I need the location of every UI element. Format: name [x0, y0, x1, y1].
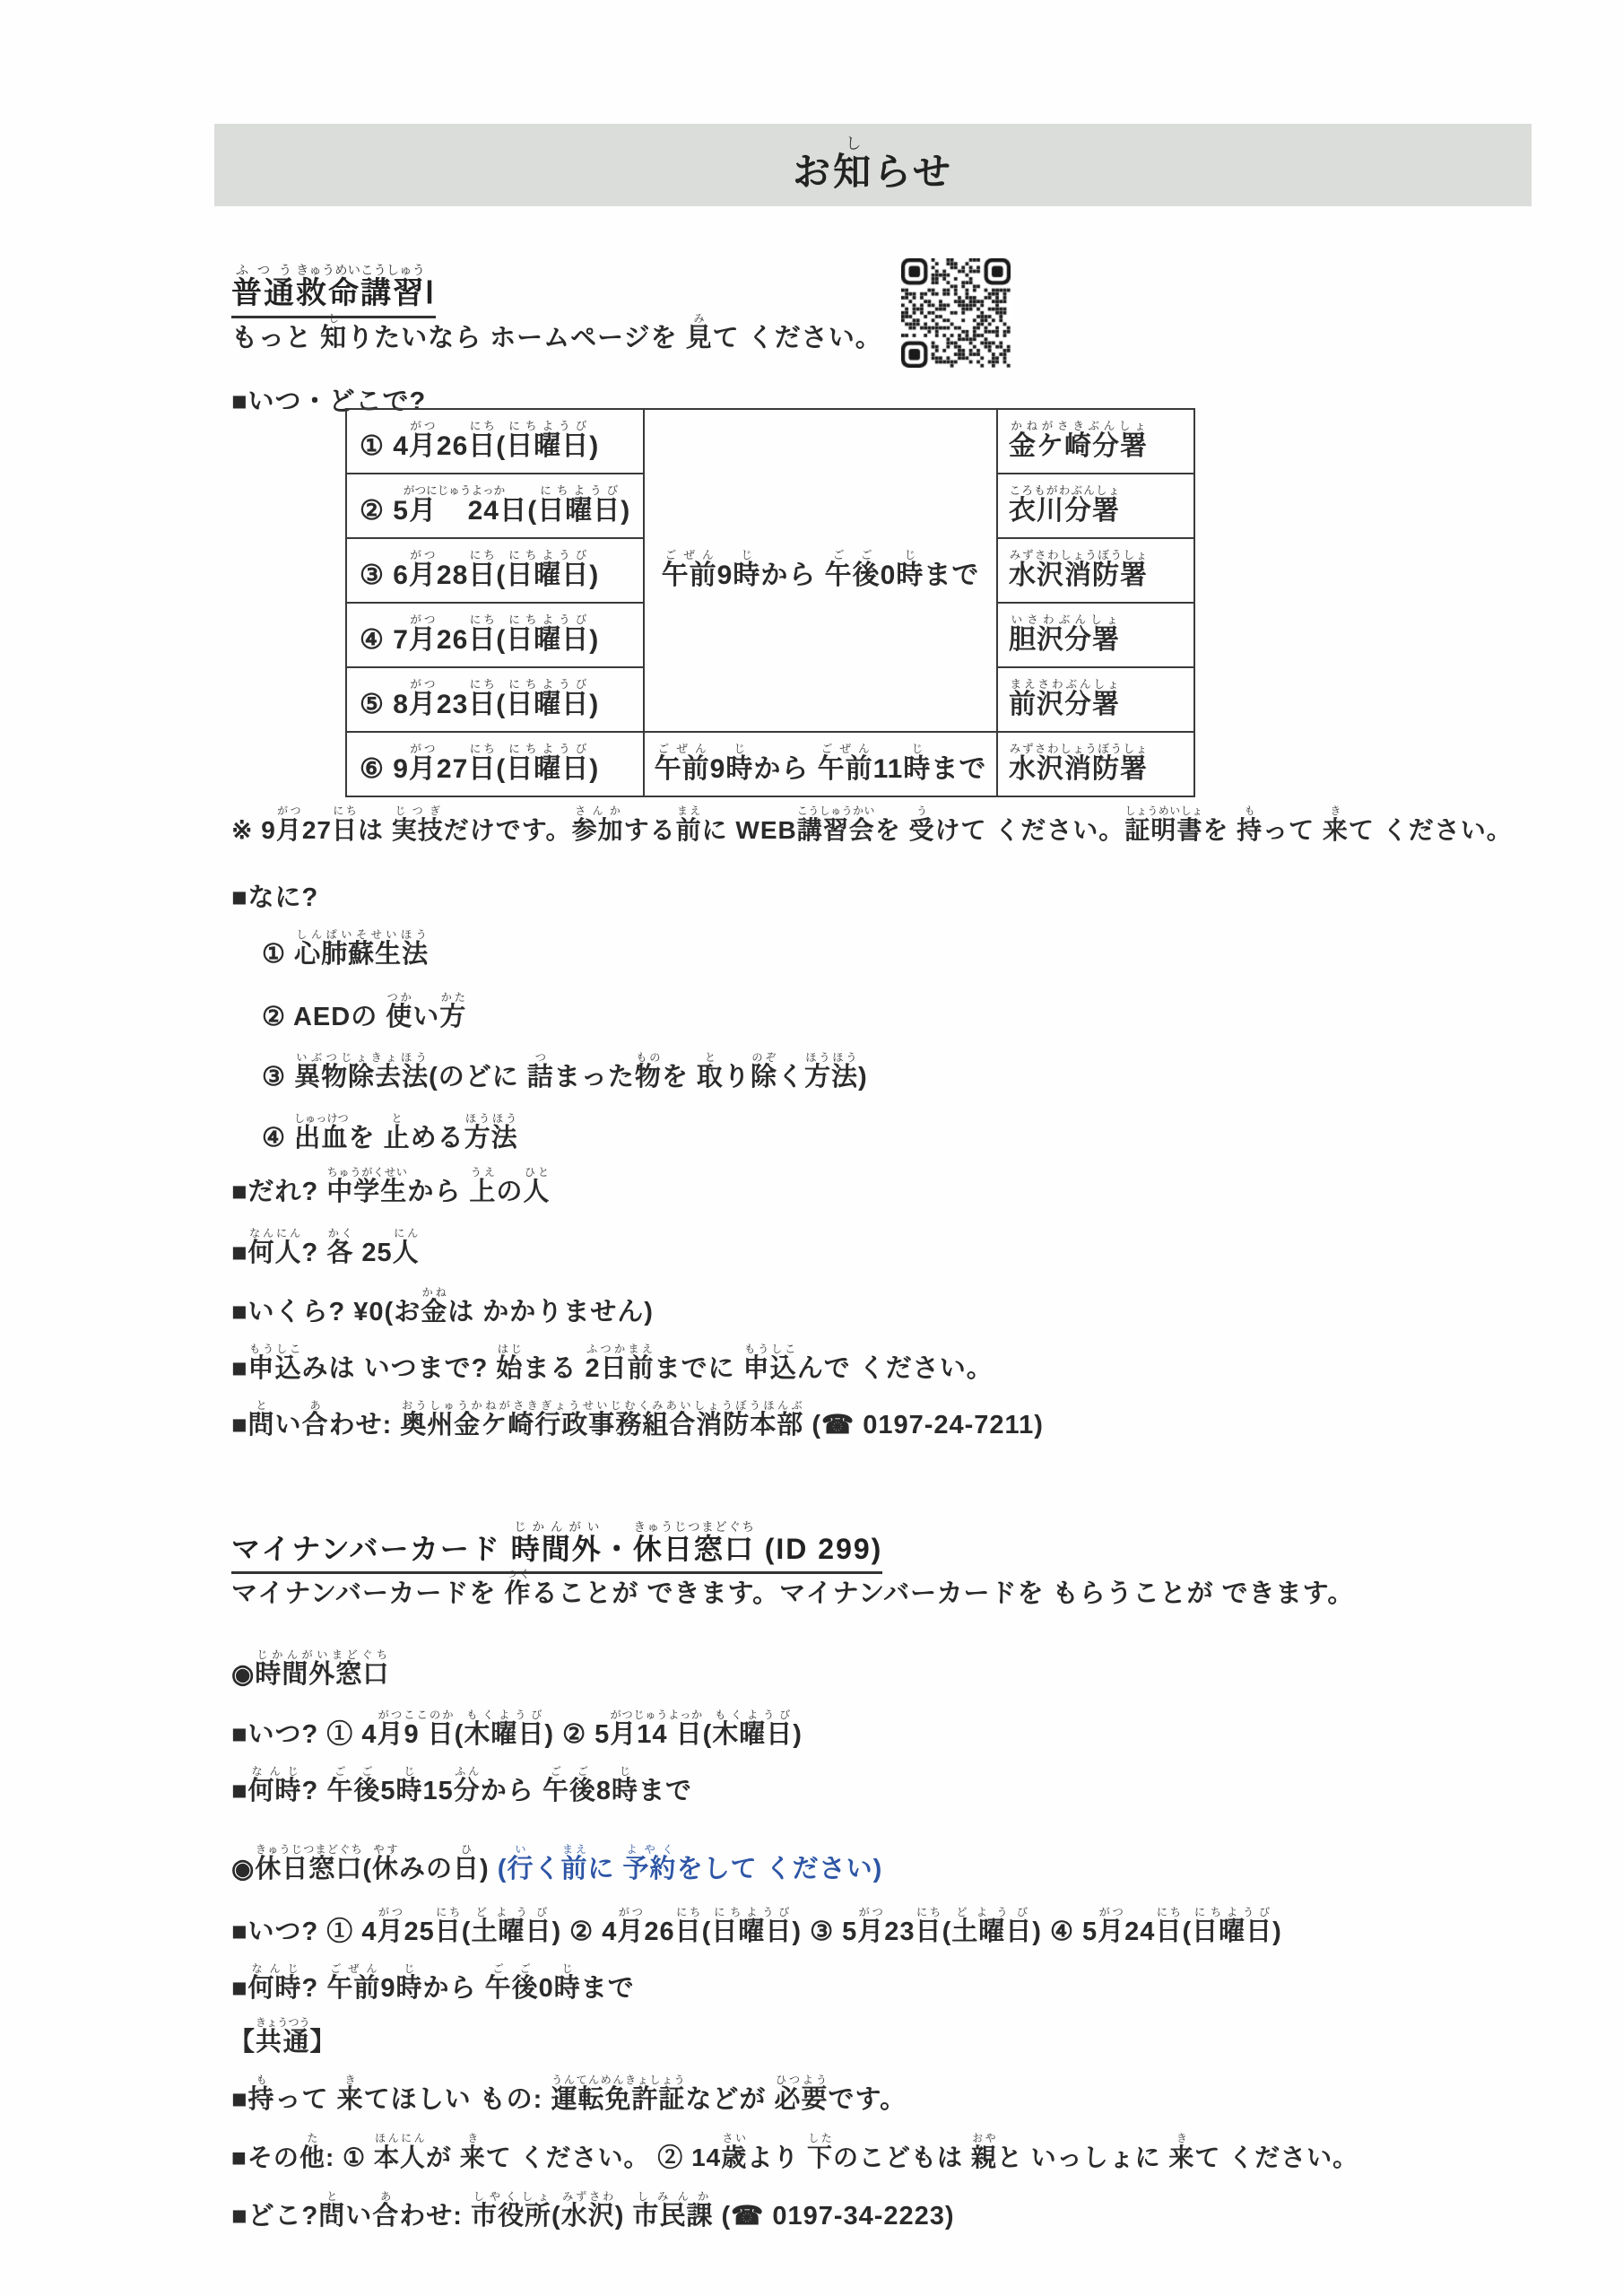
- what-label: ■なに?: [231, 883, 319, 912]
- table-row: [346, 409, 1194, 474]
- what-item-4: ④ 出血しゅっけつを 止とめる方法ほうほう: [262, 1112, 518, 1152]
- overtime-time-line: ■何時なんじ? 午後ごご5時じ15分ふんから 午後ごご8時じまで: [231, 1765, 693, 1805]
- who-line: ■だれ? 中学生ちゅうがくせいから 上うえの人ひと: [231, 1166, 551, 1206]
- date-cell: ② 5月 24がつにじゅうよっか日(日曜日にちようび): [346, 474, 644, 538]
- qr-code: [901, 258, 1011, 368]
- location-cell: 水沢消防署みずさわしょうぼうしょ: [997, 538, 1194, 603]
- location-cell: 衣川分署ころもがわぶんしょ: [997, 474, 1194, 538]
- location-cell: 金ケ崎分署かねがさきぶんしょ: [997, 409, 1194, 474]
- holiday-when-line: ■いつ? ① 4月がつ25日にち(土曜日どようび) ② 4月がつ26日にち(日曜日にちようび) ③ 5月がつ23日にち(土曜日どようび) ④ 5月がつ24日にち(日曜日にちようび): [231, 1906, 1282, 1946]
- overtime-when-line: ■いつ? ① 4月9 日がつここのか(木曜日もくようび) ② 5月14 日がつじゅうよっか(木曜日もくようび): [231, 1709, 803, 1749]
- schedule-table: [345, 408, 1195, 797]
- first-aid-heading-text: 普通ふつう救命きゅうめい講習こうしゅうⅠ: [231, 264, 436, 318]
- mynumber-heading-text: マイナンバーカード 時間外じかんがい・休日窓口きゅうじつまどぐち (ID 299): [231, 1520, 882, 1574]
- location-cell: 前沢分署まえさわぶんしょ: [997, 667, 1194, 732]
- what-item-1: ① 心肺蘇生法しんぱいそせいほう: [262, 928, 430, 969]
- cost-line: ■いくら? ¥0(お金かねは かかりません): [231, 1286, 654, 1326]
- holiday-window-heading-black: ◉休日窓口きゅうじつまどぐち(休やすみの日ひ): [231, 1843, 490, 1883]
- location-cell: 水沢消防署みずさわしょうぼうしょ: [997, 732, 1194, 796]
- date-cell: ⑥ 9月がつ27日にち(日曜日にちようび): [346, 732, 644, 796]
- where-contact-line: ■どこ?問とい合あわせ: 市役所しやくしょ(水沢みずさわ) 市民課しみんか (☎ 0197-34-2223): [231, 2190, 955, 2231]
- date-cell: ① 4月がつ26日にち(日曜日にちようび): [346, 409, 644, 474]
- notice-title-bar: [214, 124, 1532, 206]
- first-aid-intro: もっと 知しりたいなら ホームページを 見みて ください。: [231, 312, 882, 352]
- what-item-2: ② AEDの 使つかい方かた: [262, 991, 467, 1031]
- what-item-3: ③ 異物除去法いぶつじょきょほう(のどに 詰つまった物ものを 取とり除のぞく方法ほうほう): [262, 1051, 868, 1091]
- practical-note: ※ 9月がつ27日にちは 実技じつぎだけです。参加さんかする前まえに WEB講習会こうしゅうかいを 受うけて ください。証明書しょうめいしょを 持もって 来きて ください。: [231, 805, 1513, 844]
- date-cell: ④ 7月がつ26日にち(日曜日にちようび): [346, 603, 644, 667]
- first-aid-heading: [231, 264, 436, 318]
- mynumber-heading: [231, 1520, 882, 1574]
- other-line: ■その他た: ① 本人ほんにんが 来きて ください。 ② 14歳さいより 下したのこどもは 親おやと いっしょに 来きて ください。: [231, 2133, 1359, 2171]
- contact-line: ■問とい合あわせ: 奥州金ケ崎行政事務組合消防本部おうしゅうかねがさきぎょうせいじむくみあいしょうぼうほんぶ (☎ 0197-24-7211): [231, 1399, 1044, 1439]
- page-title: お知しらせ: [793, 134, 953, 193]
- table-row: [346, 732, 1194, 796]
- apply-deadline-line: ■申込もうしこみは いつまで? 始はじまる 2日前ふつかまえまでに 申込もうしこんで ください。: [231, 1343, 994, 1383]
- when-where-label: ■いつ・どこで?: [231, 387, 427, 416]
- bring-line: ■持もって 来きてほしい もの: 運転免許証うんてんめんきょしょうなどが 必要ひつようです。: [231, 2074, 907, 2114]
- mynumber-intro: マイナンバーカードを 作つくることが できます。マイナンバーカードを もらうことが できます。: [231, 1568, 1355, 1608]
- overtime-window-heading: ◉時間外窓口じかんがいまどぐち: [231, 1648, 390, 1689]
- capacity-line: ■何人なんにん? 各かく 25人にん: [231, 1227, 420, 1267]
- date-cell: ⑤ 8月がつ23日にち(日曜日にちようび): [346, 667, 644, 732]
- time-cell-main: 午前ごぜん9時じから 午後ごご0時じまで: [644, 409, 997, 732]
- date-cell: ③ 6月がつ28日にち(日曜日にちようび): [346, 538, 644, 603]
- common-heading: 【共通きょうつう】: [229, 2016, 337, 2057]
- holiday-window-heading: [231, 1843, 882, 1885]
- location-cell: 胆沢分署いさわぶんしょ: [997, 603, 1194, 667]
- holiday-time-line: ■何時なんじ? 午前ごぜん9時じから 午後ごご0時じまで: [231, 1962, 635, 2003]
- time-cell-last: 午前ごぜん9時じから 午前ごぜん11時じまで: [644, 732, 997, 796]
- holiday-window-reservation-note: (行いく前まえに 予約よやくをして ください): [489, 1843, 883, 1883]
